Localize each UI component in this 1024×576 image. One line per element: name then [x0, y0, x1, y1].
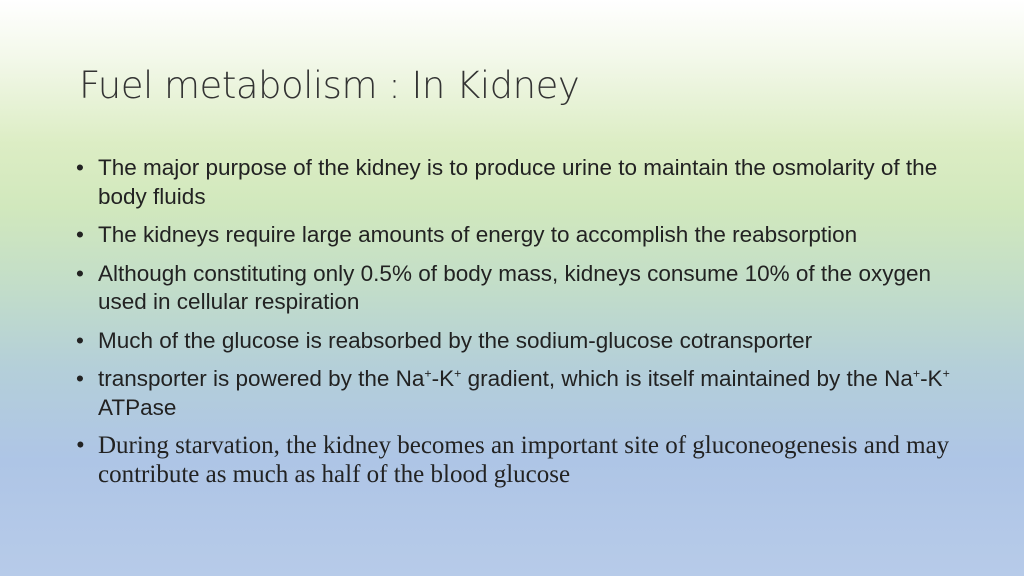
superscript: +: [942, 366, 950, 381]
slide-title: Fuel metabolism : In Kidney: [79, 64, 580, 107]
bullet-icon: •: [76, 327, 84, 353]
bullet-item: [74, 154, 984, 211]
bullet-item: [74, 327, 984, 356]
bullet-text: [98, 366, 950, 420]
bullet-item: [74, 432, 984, 489]
bullet-list: [74, 154, 984, 499]
bullet-icon: •: [76, 222, 84, 247]
bullet-text: Although constituting only 0.5% of body mass, kidneys consume 10% of the oxygen used in cellular respiration: [98, 260, 931, 314]
text-run: gradient, which is itself maintained by the Na: [461, 366, 913, 391]
text-run: -K: [431, 366, 455, 391]
bullet-icon: •: [76, 155, 84, 180]
text-run: ATPase: [98, 394, 177, 420]
bullet-text: During starvation, the kidney becomes an important site of gluconeogenesis and may contribute as much as half of the blood glucose: [98, 432, 950, 488]
bullet-text: Much of the glucose is reabsorbed by the sodium-glucose cotransporter: [98, 327, 813, 353]
bullet-item: [74, 221, 984, 250]
superscript: +: [454, 366, 462, 381]
bullet-icon: •: [76, 432, 85, 459]
text-run: transporter is powered by the Na: [98, 366, 425, 391]
bullet-icon: •: [76, 260, 84, 286]
text-run: -K: [920, 366, 943, 391]
bullet-item: [74, 365, 984, 422]
bullet-icon: •: [76, 366, 84, 391]
bullet-text: The kidneys require large amounts of energy to accomplish the reabsorption: [98, 222, 858, 247]
superscript: +: [424, 366, 432, 381]
bullet-item: [74, 260, 984, 317]
bullet-text: The major purpose of the kidney is to produce urine to maintain the osmolarity of the body fluids: [98, 155, 938, 209]
superscript: +: [912, 366, 921, 381]
